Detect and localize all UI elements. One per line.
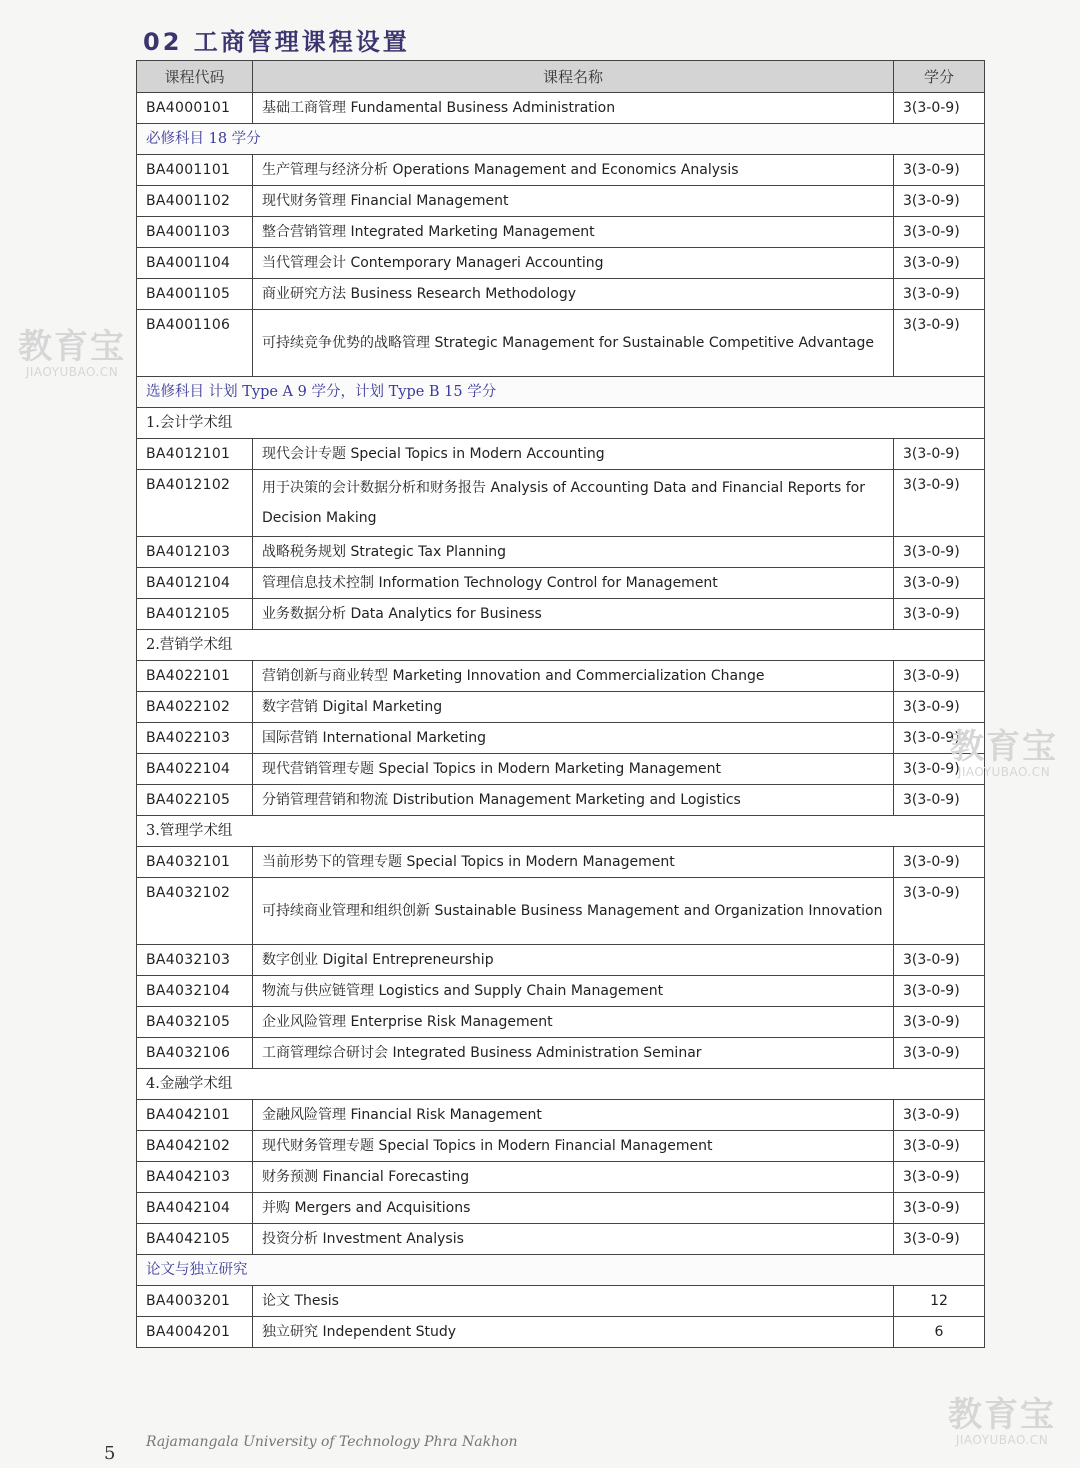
table-row — [137, 1224, 985, 1255]
course-code: BA4032106 — [137, 1038, 253, 1069]
course-name: 金融风险管理 Financial Risk Management — [253, 1100, 894, 1131]
course-code: BA4001103 — [137, 217, 253, 248]
course-code: BA4001104 — [137, 248, 253, 279]
table-row — [137, 785, 985, 816]
course-code: BA4032101 — [137, 847, 253, 878]
course-name: 数字营销 Digital Marketing — [253, 692, 894, 723]
course-code: BA4004201 — [137, 1317, 253, 1348]
course-code: BA4022102 — [137, 692, 253, 723]
group-label: 3.管理学术组 — [137, 816, 985, 847]
course-name: 当前形势下的管理专题 Special Topics in Modern Management — [253, 847, 894, 878]
table-row — [137, 217, 985, 248]
course-credit: 3(3-0-9) — [894, 1131, 985, 1162]
course-credit: 3(3-0-9) — [894, 568, 985, 599]
table-row — [137, 723, 985, 754]
course-credit: 3(3-0-9) — [894, 847, 985, 878]
course-code: BA4001105 — [137, 279, 253, 310]
table-row — [137, 1007, 985, 1038]
course-credit: 3(3-0-9) — [894, 599, 985, 630]
course-credit: 3(3-0-9) — [894, 1007, 985, 1038]
group-row-accounting — [137, 408, 985, 439]
course-credit: 3(3-0-9) — [894, 93, 985, 124]
course-name: 商业研究方法 Business Research Methodology — [253, 279, 894, 310]
course-code: BA4042105 — [137, 1224, 253, 1255]
course-name: 独立研究 Independent Study — [253, 1317, 894, 1348]
course-credit: 3(3-0-9) — [894, 1162, 985, 1193]
course-credit: 3(3-0-9) — [894, 310, 985, 377]
course-name: 财务预测 Financial Forecasting — [253, 1162, 894, 1193]
group-row-marketing — [137, 630, 985, 661]
table-row — [137, 186, 985, 217]
section-row-elective — [137, 377, 985, 408]
course-name: 用于决策的会计数据分析和财务报告 Analysis of Accounting Data and Financial Reports for Decision Making — [253, 470, 894, 537]
table-row — [137, 1162, 985, 1193]
course-name: 现代会计专题 Special Topics in Modern Accounting — [253, 439, 894, 470]
course-name: 国际营销 International Marketing — [253, 723, 894, 754]
course-credit: 3(3-0-9) — [894, 692, 985, 723]
group-row-management — [137, 816, 985, 847]
table-row — [137, 93, 985, 124]
table-row — [137, 945, 985, 976]
course-credit: 3(3-0-9) — [894, 217, 985, 248]
course-name: 工商管理综合研讨会 Integrated Business Administration Seminar — [253, 1038, 894, 1069]
course-credit: 3(3-0-9) — [894, 279, 985, 310]
table-row — [137, 1038, 985, 1069]
course-credit: 3(3-0-9) — [894, 1193, 985, 1224]
course-name: 数字创业 Digital Entrepreneurship — [253, 945, 894, 976]
course-code: BA4003201 — [137, 1286, 253, 1317]
course-name: 可持续竞争优势的战略管理 Strategic Management for Sustainable Competitive Advantage — [253, 310, 894, 377]
course-code: BA4022105 — [137, 785, 253, 816]
course-name: 投资分析 Investment Analysis — [253, 1224, 894, 1255]
course-code: BA4012102 — [137, 470, 253, 537]
table-row — [137, 1100, 985, 1131]
course-credit: 3(3-0-9) — [894, 186, 985, 217]
course-code: BA4032105 — [137, 1007, 253, 1038]
course-code: BA4042102 — [137, 1131, 253, 1162]
course-credit: 3(3-0-9) — [894, 1224, 985, 1255]
watermark-main: 教育宝 — [18, 327, 126, 367]
course-credit: 12 — [894, 1286, 985, 1317]
table-row — [137, 279, 985, 310]
course-name: 现代财务管理 Financial Management — [253, 186, 894, 217]
watermark-main: 教育宝 — [948, 1395, 1056, 1435]
group-row-finance — [137, 1069, 985, 1100]
course-name: 营销创新与商业转型 Marketing Innovation and Commercialization Change — [253, 661, 894, 692]
table-row — [137, 1317, 985, 1348]
group-label: 4.金融学术组 — [137, 1069, 985, 1100]
course-name: 基础工商管理 Fundamental Business Administration — [253, 93, 894, 124]
table-row — [137, 248, 985, 279]
course-credit: 3(3-0-9) — [894, 439, 985, 470]
header-name: 课程名称 — [253, 61, 894, 93]
header-credit: 学分 — [894, 61, 985, 93]
watermark-logo — [18, 327, 126, 379]
section-label: 选修科目 计划 Type A 9 学分，计划 Type B 15 学分 — [137, 377, 985, 408]
course-code: BA4032102 — [137, 878, 253, 945]
course-name: 现代财务管理专题 Special Topics in Modern Financial Management — [253, 1131, 894, 1162]
watermark-sub: JIAOYUBAO.CN — [25, 365, 119, 379]
course-code: BA4042101 — [137, 1100, 253, 1131]
watermark-logo — [950, 727, 1058, 779]
course-code: BA4012103 — [137, 537, 253, 568]
course-credit: 3(3-0-9) — [894, 470, 985, 537]
table-row — [137, 439, 985, 470]
course-credit: 3(3-0-9) — [894, 945, 985, 976]
section-label: 论文与独立研究 — [137, 1255, 985, 1286]
course-code: BA4022104 — [137, 754, 253, 785]
table-header-row — [137, 61, 985, 93]
watermark-logo — [948, 1395, 1056, 1447]
course-name: 并购 Mergers and Acquisitions — [253, 1193, 894, 1224]
course-code: BA4042104 — [137, 1193, 253, 1224]
course-credit: 3(3-0-9) — [894, 1038, 985, 1069]
table-row — [137, 1131, 985, 1162]
course-credit: 3(3-0-9) — [894, 878, 985, 945]
course-credit: 3(3-0-9) — [894, 155, 985, 186]
course-credit: 3(3-0-9) — [894, 537, 985, 568]
table-row — [137, 878, 985, 945]
course-name: 现代营销管理专题 Special Topics in Modern Marketing Management — [253, 754, 894, 785]
group-label: 2.营销学术组 — [137, 630, 985, 661]
course-code: BA4032103 — [137, 945, 253, 976]
table-row — [137, 1286, 985, 1317]
table-row — [137, 155, 985, 186]
table-row — [137, 976, 985, 1007]
table-row — [137, 692, 985, 723]
course-code: BA4001101 — [137, 155, 253, 186]
course-credit: 3(3-0-9) — [894, 1100, 985, 1131]
course-name: 物流与供应链管理 Logistics and Supply Chain Management — [253, 976, 894, 1007]
course-credit: 3(3-0-9) — [894, 723, 985, 754]
table-row — [137, 847, 985, 878]
watermark-sub: JIAOYUBAO.CN — [957, 765, 1051, 779]
course-name: 当代管理会计 Contemporary Manageri Accounting — [253, 248, 894, 279]
course-name: 业务数据分析 Data Analytics for Business — [253, 599, 894, 630]
course-name: 战略税务规划 Strategic Tax Planning — [253, 537, 894, 568]
page-number: 5 — [104, 1443, 116, 1464]
course-name: 企业风险管理 Enterprise Risk Management — [253, 1007, 894, 1038]
course-code: BA4012105 — [137, 599, 253, 630]
page-title: 02 工商管理课程设置 — [143, 28, 410, 56]
course-code: BA4042103 — [137, 1162, 253, 1193]
course-credit: 3(3-0-9) — [894, 661, 985, 692]
table-row — [137, 1193, 985, 1224]
section-label: 必修科目 18 学分 — [137, 124, 985, 155]
course-credit: 3(3-0-9) — [894, 785, 985, 816]
course-credit: 6 — [894, 1317, 985, 1348]
group-label: 1.会计学术组 — [137, 408, 985, 439]
course-name: 论文 Thesis — [253, 1286, 894, 1317]
course-name: 管理信息技术控制 Information Technology Control for Management — [253, 568, 894, 599]
table-row — [137, 568, 985, 599]
section-row-required — [137, 124, 985, 155]
course-code: BA4022103 — [137, 723, 253, 754]
table-row — [137, 599, 985, 630]
course-code: BA4012101 — [137, 439, 253, 470]
table-row — [137, 470, 985, 537]
course-name: 生产管理与经济分析 Operations Management and Economics Analysis — [253, 155, 894, 186]
course-credit: 3(3-0-9) — [894, 754, 985, 785]
course-name: 可持续商业管理和组织创新 Sustainable Business Management and Organization Innovation — [253, 878, 894, 945]
course-code: BA4022101 — [137, 661, 253, 692]
watermark-main: 教育宝 — [950, 727, 1058, 767]
table-row — [137, 310, 985, 377]
course-name: 分销管理营销和物流 Distribution Management Marketing and Logistics — [253, 785, 894, 816]
section-row-thesis — [137, 1255, 985, 1286]
course-credit: 3(3-0-9) — [894, 248, 985, 279]
course-name: 整合营销管理 Integrated Marketing Management — [253, 217, 894, 248]
course-code: BA4032104 — [137, 976, 253, 1007]
watermark-sub: JIAOYUBAO.CN — [955, 1433, 1049, 1447]
course-table — [136, 60, 985, 1348]
table-row — [137, 754, 985, 785]
header-code: 课程代码 — [137, 61, 253, 93]
course-credit: 3(3-0-9) — [894, 976, 985, 1007]
course-code: BA4001102 — [137, 186, 253, 217]
course-code: BA4012104 — [137, 568, 253, 599]
course-code: BA4000101 — [137, 93, 253, 124]
table-row — [137, 537, 985, 568]
course-code: BA4001106 — [137, 310, 253, 377]
table-row — [137, 661, 985, 692]
footer-university: Rajamangala University of Technology Phra Nakhon — [146, 1434, 518, 1450]
